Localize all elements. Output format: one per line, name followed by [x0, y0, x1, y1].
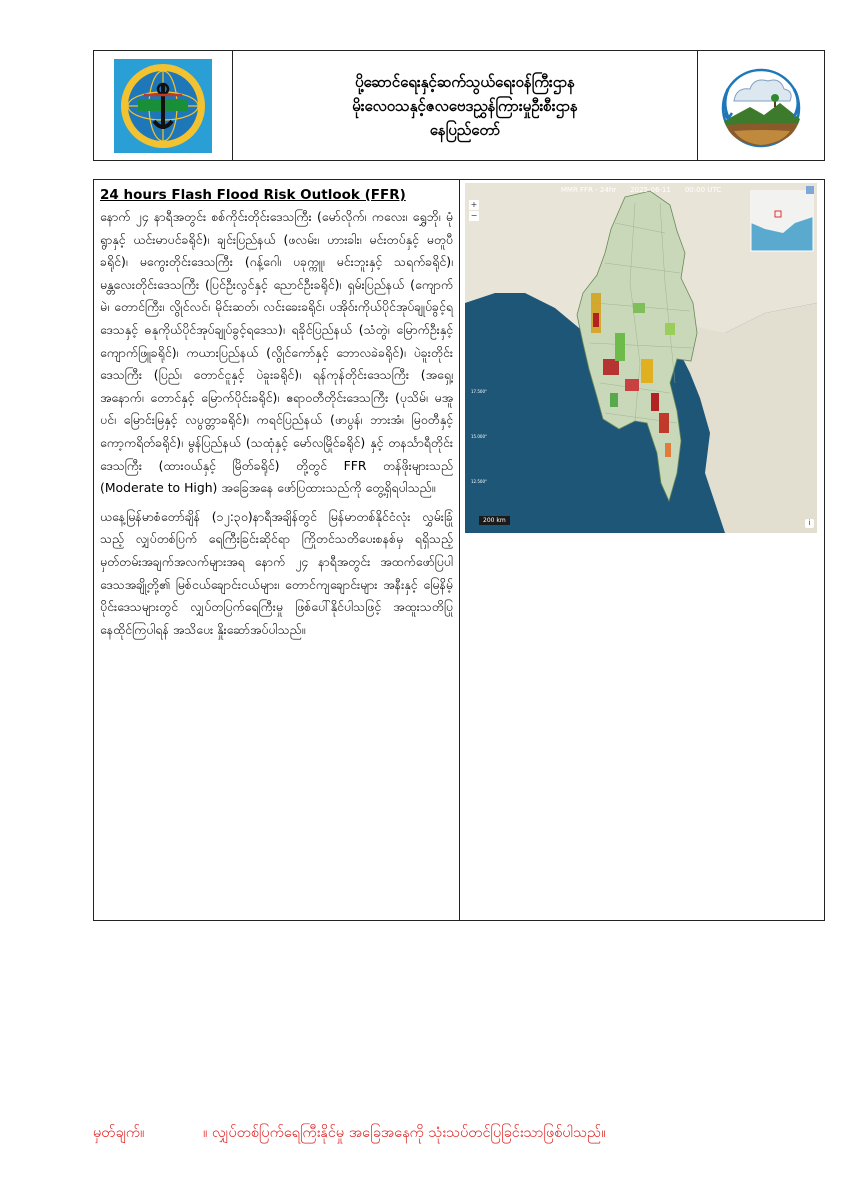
map-graphic [465, 183, 817, 533]
map-label: MMR FFR - 24hr [560, 186, 617, 194]
footer-note [93, 1124, 833, 1145]
map-header [465, 183, 817, 197]
paragraph-warning: ယနေ့မြန်မာစံတော်ချိန် (၁၂:၃၀)နာရီအချိန်တွင် မြန်မာတစ်နိုင်ငံလုံး လွှမ်းခြုံသည့် လျှပ်တစ်ပြက် ရေကြီးခြင်းဆိုင်ရာ ကြိုတင်သတိပေးစနစ်မှ ရရှိသည့် မှတ်တမ်းအချက်အလက်များအရ နောက် ၂၄ နာရီအတွင်း အထက်ဖော်ပြပါ ဒေသအချို့တို့၏ မြစ်ငယ်ချောင်းငယ်များ၊ တောင်ကျချောင်းများ အနီးနှင့် မြေနိမ့်ပိုင်းဒေသများတွင် လျှပ်တပြက်ရေကြီးမှု ဖြစ်ပေါ်နိုင်ပါသဖြင့် အထူးသတိပြု နေထိုင်ကြပါရန် အသိပေး နှိုးဆော်အပ်ပါသည်။ [100, 508, 453, 637]
footer-text: ။ လျှပ်တစ်ပြက်ရေကြီးနိုင်မှု အခြေအနေကို သုံးသပ်တင်ပြခြင်းသာဖြစ်ပါသည်။ [203, 1125, 606, 1141]
footer-label: မှတ်ချက်။ [93, 1125, 145, 1141]
department-name: မိုးလေဝသနှင့်ဇလဗေဒညွှန်ကြားမှုဦးစီးဌာန [352, 96, 578, 115]
ministry-logo-cell [94, 51, 233, 160]
city-name: နေပြည်တော် [429, 120, 501, 139]
map-scale-bar: 200 km [479, 516, 510, 525]
text-column [94, 180, 460, 920]
svg-text:17.500°: 17.500° [471, 389, 487, 394]
map-column [460, 180, 824, 920]
svg-text:12.500°: 12.500° [471, 479, 487, 484]
map-date: 2025-06-11 [630, 186, 671, 194]
hydromet-logo-icon [714, 59, 808, 153]
ffr-map [465, 183, 817, 533]
content-box [93, 179, 825, 921]
header-box [93, 50, 825, 161]
zoom-out-button[interactable]: − [470, 211, 478, 220]
map-zoom-controls [469, 200, 479, 221]
svg-text:15.000°: 15.000° [471, 434, 487, 439]
inset-toggle-button[interactable] [806, 186, 814, 194]
map-time: 00:00 UTC [684, 186, 722, 194]
ministry-logo-icon [114, 59, 212, 153]
ffr-title: 24 hours Flash Flood Risk Outlook (FFR) [100, 187, 406, 203]
zoom-in-button[interactable]: + [470, 200, 478, 209]
ministry-name: ပို့ဆောင်ရေးနှင့်ဆက်သွယ်ရေးဝန်ကြီးဌာန [355, 72, 575, 91]
paragraph-risk-areas: နောက် ၂၄ နာရီအတွင်း စစ်ကိုင်းတိုင်းဒေသကြီး (မော်လိုက်၊ ကလေး၊ ရွှေဘို၊ မုံရွာနှင့် ယင်းမာပင်ခရိုင်)၊ ချင်းပြည်နယ် (ဖလမ်း၊ ဟားခါး၊ မင်းတပ်နှင့် မတူပီခရိုင်)၊ မကွေးတိုင်းဒေသကြီး (ဂန့်ဂေါ၊ ပခုက္ကူ၊ မင်းဘူးနှင့် သရက်ခရိုင်)၊ မန္တလေးတိုင်းဒေသကြီး (ပြင်ဦးလွင်နှင့် ညောင်ဦးခရိုင်)၊ ရှမ်းပြည်နယ် (ကျောက်မဲ၊ တောင်ကြီး၊ လွိုင်လင်၊ မိုင်းဆတ်၊ လင်းခေးခရိုင်၊ ပအိုဝ်းကိုယ်ပိုင်အုပ်ချုပ်ခွင့်ရဒေသနှင့် ဓနုကိုယ်ပိုင်အုပ်ချုပ်ခွင့်ရဒေသ)၊ ရခိုင်ပြည်နယ် (သံတွဲ၊ မြောက်ဦးနှင့် ကျောက်ဖြူခရိုင်)၊ ကယားပြည်နယ် (လွိုင်ကော်နှင့် ဘောလခဲခရိုင်)၊ ပဲခူးတိုင်းဒေသကြီး (ပြည်၊ တောင်ငူနှင့် ပဲခူးခရိုင်)၊ ရန်ကုန်တိုင်းဒေသကြီး (အရှေ့၊ အနောက်၊ တောင်နှင့် မြောက်ပိုင်းခရိုင်)၊ ဧရာဝတီတိုင်းဒေသကြီး (ပုသိမ်၊ မအူပင်၊ မြောင်းမြနှင့် လပွတ္တာခရိုင်)၊ ကရင်ပြည်နယ် (ဖာပွန်၊ ဘားအံ၊ မြဝတီနှင့် ကော့ကရိတ်ခရိုင်)၊ မွန်ပြည်နယ် (သထုံနှင့် မော်လမြိုင်ခရိုင်) နှင့် တနင်္သာရီတိုင်းဒေသကြီး (ထားဝယ်နှင့် မြိတ်ခရိုင်) တို့တွင် FFR တန်ဖိုးများသည် (Moderate to High) အခြေအနေ ဖော်ပြထားသည်ကို တွေ့ရှိရပါသည်။ [100, 209, 453, 496]
graticule-labels [471, 389, 487, 484]
dmh-logo-cell [697, 51, 824, 160]
map-info-button[interactable]: i [805, 519, 814, 528]
header-title-cell [233, 51, 697, 160]
